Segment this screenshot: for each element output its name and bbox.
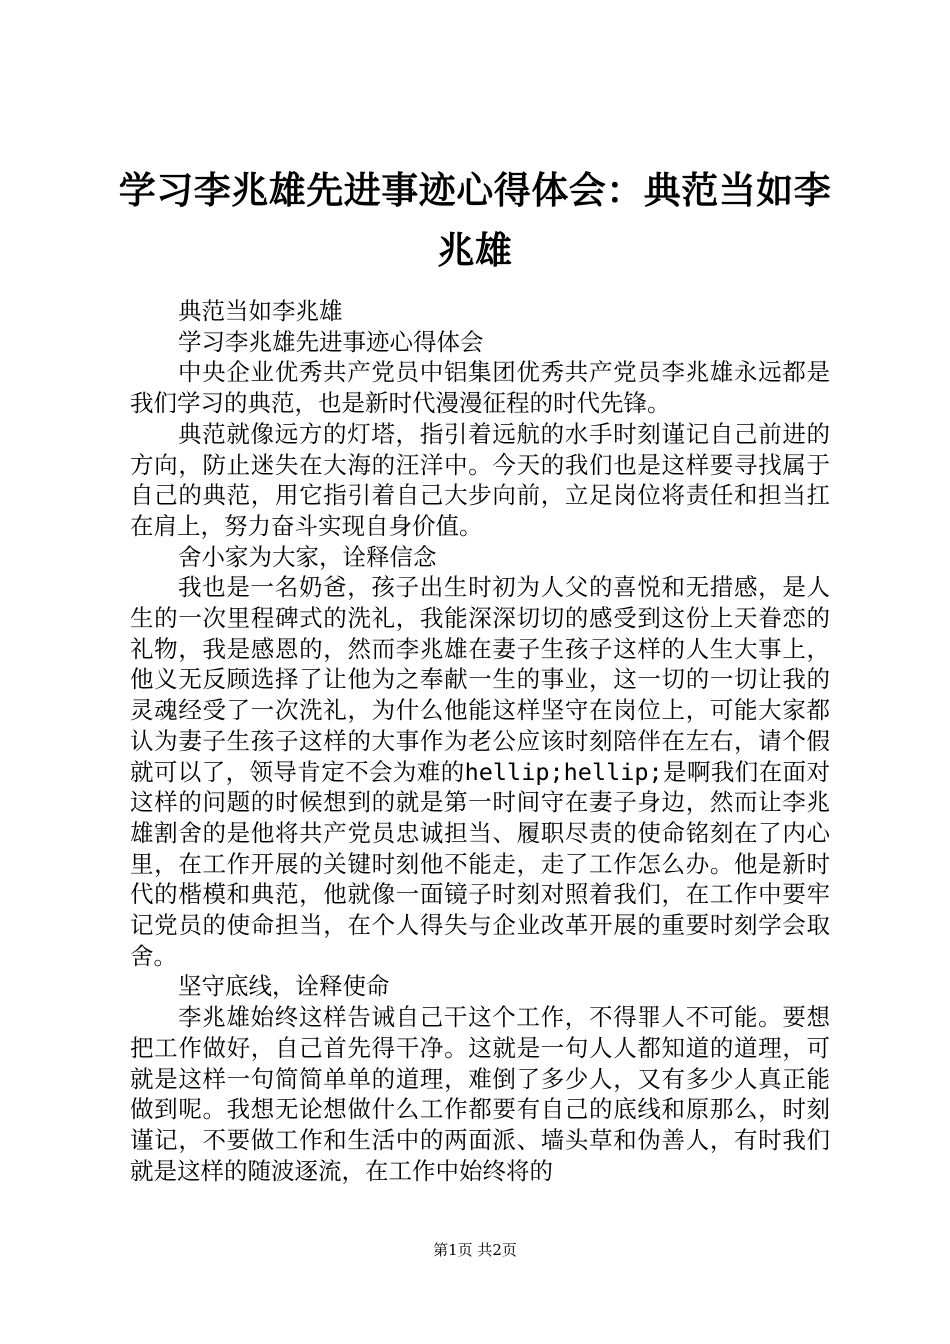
paragraph: 典范当如李兆雄 bbox=[178, 297, 343, 325]
page-number-footer: 第1页 共2页 bbox=[433, 1241, 517, 1259]
paragraph: 学习李兆雄先进事迹心得体会 bbox=[178, 327, 484, 356]
paragraph: 中央企业优秀共产党员中铝集团优秀共产党员李兆雄永远都是我们学习的典范，也是新时代漫漫征程的时代先锋。 bbox=[130, 358, 830, 418]
paragraph: 我也是一名奶爸，孩子出生时初为人父的喜悦和无措感，是人生的一次里程碑式的洗礼，我能深深切切的感受到这份上天眷恋的礼物，我是感恩的，然而李兆雄在妻子生孩子这样的人生大事上，他义无反顾选择了让他为之奉献一生的事业，这一切的一切让我的灵魂经受了一次洗礼，为什么他能这样坚守在岗位上，可能大家都认为妻子生孩子这样的大事作为老公应该时刻陪伴在左右，请个假就可以了，领导肯定不会为难的hellip;hellip;是啊我们在面对这样的问题的时候想到的就是第一时间守在妻子身边，然而让李兆雄割舍的是他将共产党员忠诚担当、履职尽责的使命铭刻在了内心里，在工作开展的关键时刻他不能走，走了工作怎么办。他是新时代的楷模和典范，他就像一面镜子时刻对照着我们，在工作中要牢记党员的使命担当，在个人得失与企业改革开展的重要时刻学会取舍。 bbox=[130, 573, 830, 970]
document-body bbox=[130, 296, 830, 1186]
paragraph: 典范就像远方的灯塔，指引着远航的水手时刻谨记自己前进的方向，防止迷失在大海的汪洋中。今天的我们也是这样要寻找属于自己的典范，用它指引着自己大步向前，立足岗位将责任和担当扛在肩上，努力奋斗实现自身价值。 bbox=[130, 419, 830, 540]
document-title: 学习李兆雄先进事迹心得体会：典范当如李兆雄 bbox=[118, 168, 832, 272]
section-heading: 坚守底线，诠释使命 bbox=[178, 972, 390, 1001]
section-heading: 舍小家为大家，诠释信念 bbox=[178, 542, 437, 571]
paragraph: 李兆雄始终这样告诫自己干这个工作，不得罪人不可能。要想把工作做好，自己首先得干净。这就是一句人人都知道的道理，可就是这样一句简简单单的道理，难倒了多少人，又有多少人真正能做到呢。我想无论想做什么工作都要有自己的底线和原那么，时刻谨记，不要做工作和生活中的两面派、墙头草和伪善人，有时我们就是这样的随波逐流，在工作中始终将的 bbox=[130, 1003, 830, 1185]
